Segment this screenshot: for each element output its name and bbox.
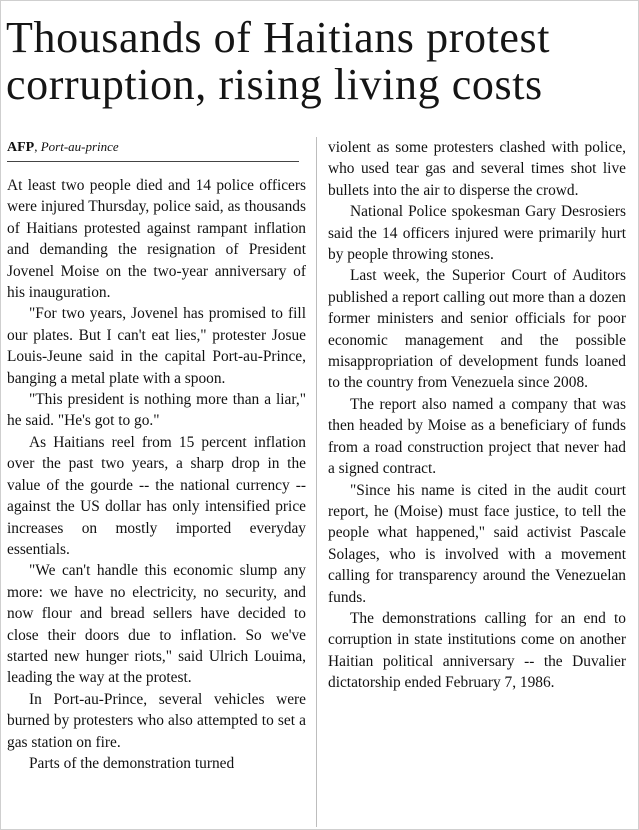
paragraph: As Haitians reel from 15 percent inflation over the past two years, a sharp drop in the value of the gourde -- the national currency -- against the US dollar has only intensified price increases on mostly imported everyday essentials. <box>7 433 306 558</box>
paragraph: In Port-au-Prince, several vehicles were burned by protesters who also attempted to set a gas station on fire. <box>7 690 306 751</box>
paragraph: "Since his name is cited in the audit court report, he (Moise) must face justice, to tell the people what happened," said activist Pascale Solages, who is involved with a movement calling for transparency around the Venezuelan funds. <box>328 481 626 606</box>
paragraph: Last week, the Superior Court of Auditors published a report calling out more than a dozen former ministers and senior officials for poor economic management and the possible misappropriation of development funds loaned to the country from Venezuela since 2008. <box>328 267 626 392</box>
paragraph: Parts of the demonstration turned <box>29 754 235 772</box>
paragraph: The demonstrations calling for an end to corruption in state institutions come on another Haitian political anniversary -- the Duvalier dictatorship ended February 7, 1986. <box>328 609 626 692</box>
headline: Thousands of Haitians protest corruption, rising living costs <box>6 13 551 109</box>
byline-dateline: Port-au-prince <box>40 139 119 154</box>
byline-separator: , <box>34 139 41 154</box>
paragraph: "This president is nothing more than a liar," he said. "He's got to go." <box>7 391 306 430</box>
column-divider <box>316 137 317 827</box>
paragraph: The report also named a company that was then headed by Moise as a beneficiary of funds from a road construction project that never had a signed contract. <box>328 395 626 478</box>
byline <box>7 137 299 162</box>
paragraph-continued: violent as some protesters clashed with police, who used tear gas and several times shot live bullets into the air to disperse the crowd. <box>328 139 626 199</box>
paragraph: At least two people died and 14 police officers were injured Thursday, police said, as thousands of Haitians protested against rampant inflation and demanding the resignation of President Jovenel Moise on the two-year anniversary of his inauguration. <box>7 177 306 302</box>
paragraph: "We can't handle this economic slump any more: we have no electricity, no security, and now flour and bread sellers have decided to close their doors due to inflation. So we've started new hunger riots," said Ulrich Louima, leading the way at the protest. <box>7 562 306 687</box>
paragraph: National Police spokesman Gary Desrosiers said the 14 officers injured were primarily hurt by people throwing stones. <box>328 203 626 264</box>
byline-agency: AFP <box>7 140 35 155</box>
left-column <box>7 137 306 774</box>
right-column <box>328 137 626 694</box>
paragraph: "For two years, Jovenel has promised to fill our plates. But I can't eat lies," protester Josue Louis-Jeune said in the capital Port-au-Prince, banging a metal plate with a spoon. <box>7 305 306 387</box>
